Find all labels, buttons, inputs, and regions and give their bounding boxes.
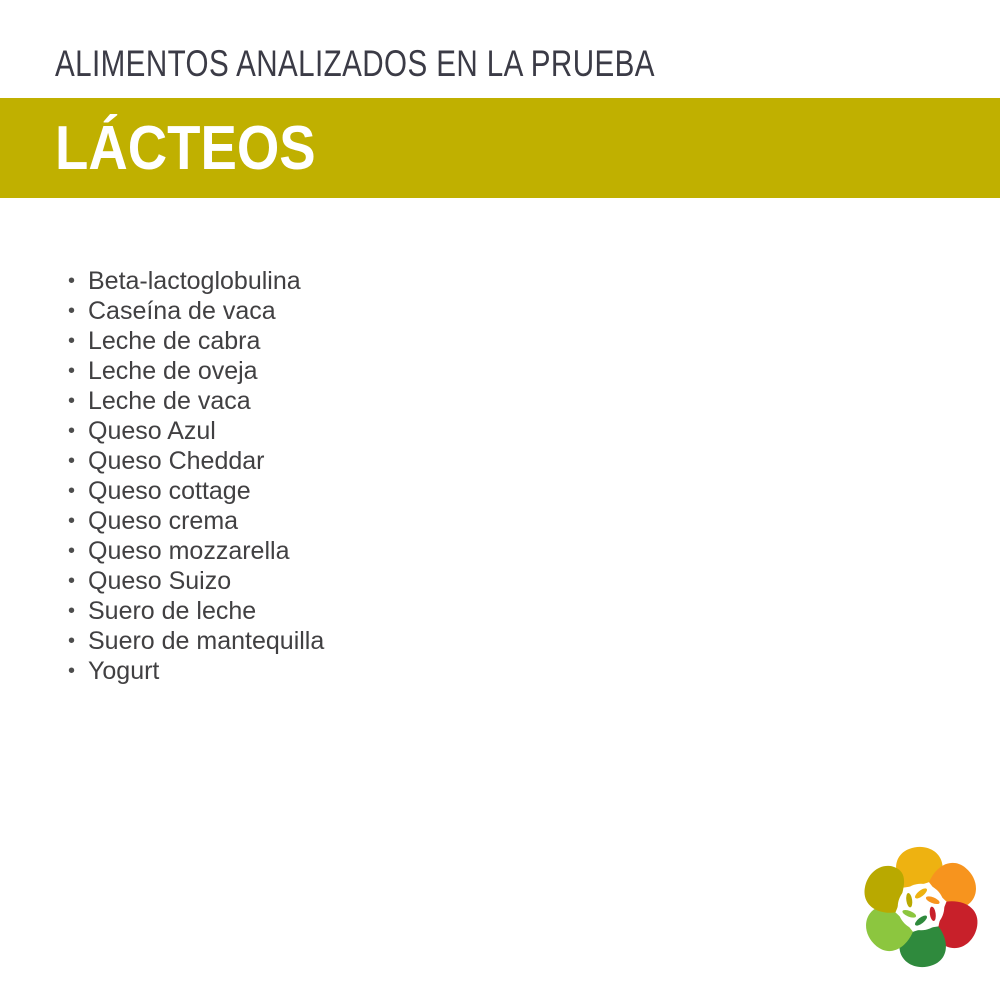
bullet-icon: • <box>68 540 76 562</box>
category-banner <box>0 98 1000 198</box>
bullet-icon: • <box>68 480 76 502</box>
list-item-label: Queso mozzarella <box>88 536 290 565</box>
list-item <box>68 596 324 626</box>
list-item <box>68 476 324 506</box>
list-item <box>68 656 324 686</box>
list-item <box>68 296 324 326</box>
bullet-icon: • <box>68 300 76 322</box>
category-title: LÁCTEOS <box>55 113 316 183</box>
list-item <box>68 416 324 446</box>
list-item-label: Queso Azul <box>88 416 216 445</box>
bullet-icon: • <box>68 420 76 442</box>
bullet-icon: • <box>68 660 76 682</box>
list-item-label: Leche de oveja <box>88 356 258 385</box>
bullet-icon: • <box>68 630 76 652</box>
list-item <box>68 356 324 386</box>
bullet-icon: • <box>68 390 76 412</box>
list-item <box>68 566 324 596</box>
list-item-label: Yogurt <box>88 656 160 685</box>
list-item-label: Suero de mantequilla <box>88 626 325 655</box>
bullet-icon: • <box>68 270 76 292</box>
bullet-icon: • <box>68 600 76 622</box>
bullet-icon: • <box>68 330 76 352</box>
list-item <box>68 506 324 536</box>
food-list <box>68 266 324 686</box>
bullet-icon: • <box>68 450 76 472</box>
list-item-label: Suero de leche <box>88 596 257 625</box>
list-item-label: Queso cottage <box>88 476 251 505</box>
list-item-label: Queso Suizo <box>88 566 232 595</box>
bullet-icon: • <box>68 360 76 382</box>
list-item <box>68 446 324 476</box>
list-item-label: Caseína de vaca <box>88 296 276 325</box>
list-item-label: Leche de cabra <box>88 326 261 355</box>
bullet-icon: • <box>68 570 76 592</box>
list-item-label: Beta-lactoglobulina <box>88 266 301 295</box>
list-item <box>68 326 324 356</box>
list-item <box>68 386 324 416</box>
bullet-icon: • <box>68 510 76 532</box>
pinwheel-logo <box>858 844 984 970</box>
list-item-label: Queso Cheddar <box>88 446 265 475</box>
list-item-label: Leche de vaca <box>88 386 251 415</box>
page-kicker: ALIMENTOS ANALIZADOS EN LA PRUEBA <box>55 43 655 84</box>
list-item <box>68 536 324 566</box>
list-item-label: Queso crema <box>88 506 239 535</box>
list-item <box>68 266 324 296</box>
list-item <box>68 626 324 656</box>
